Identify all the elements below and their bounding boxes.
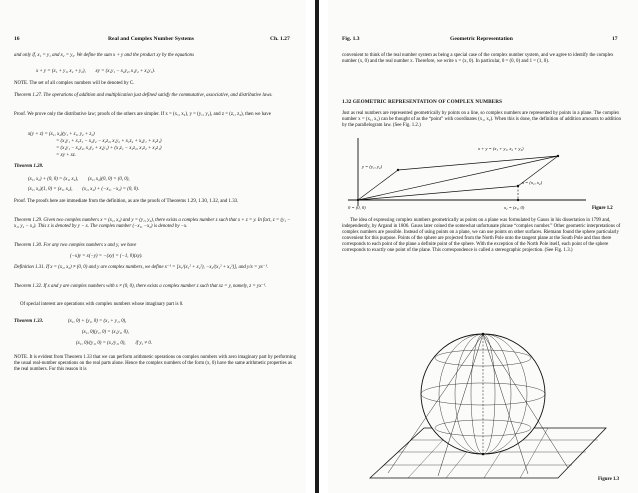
equation-distributive-3: = (x₁y₁ − x₂y₂, x₁y₂ + x₂y₁) + (x₁z₁ − x₂z₂, x₁z₂ + x₂z₁) xyxy=(56,146,162,151)
theorem-1-30: Theorem 1.30. For any two complex numbers x and y, we have xyxy=(14,243,137,248)
figure-1-2 xyxy=(338,134,638,214)
gutter-shadow xyxy=(315,0,319,493)
theorem-1-27: Theorem 1.27. The operations of addition and multiplication just defined satisfy the commutative, associative, and distributive laws. xyxy=(14,93,273,98)
figure-1-3-caption: Figure 1.3 xyxy=(598,477,620,482)
south-pole-point xyxy=(482,453,485,456)
note-theorem-1-33: NOTE. It is evident from Theorem 1.33 that we can perform arithmetic operations on complex numbers with zero imaginary part by performing the usual real-number operations on the real parts alone. Hence the complex numbers of the form (x, 0) have the same arithmetic properties as the real numbers. For this reason it is xyxy=(14,355,296,373)
equation-1-33-c: (x₁, 0)/(y₁, 0) = (x₁/y₁, 0), if y₁ ≠ 0. xyxy=(76,341,153,346)
equation-distributive-1: x(y + z) = (x₁, x₂)(y₁ + z₁, y₂ + z₂) xyxy=(28,132,95,137)
vector-x xyxy=(358,186,518,200)
equation-distributive-2: = (x₁y₁ + x₁z₁ − x₂y₂ − x₂z₂, x₁y₂ + x₁z₂ + x₂y₁ + x₂z₁) xyxy=(56,139,162,144)
proof-1-27: Proof. We prove only the distributive law; proofs of the others are simpler. If x = (x₁, x₂), y = (y₁, y₂), and z = (z₁, z₂), then we have xyxy=(14,112,271,117)
equation-1-28-a: (x₁, x₂) + (0, 0) = (x₁, x₂), (x₁, x₂)(0, 0) = (0, 0), xyxy=(28,177,130,182)
paragraph-real-as-complex: convenient to think of the real number system as being a special case of the complex number system, and we agree to identify the complex number (x, 0) and the real number x. Therefore, we write x = (x, 0). In particular, 0 = (0, 0) and 1 = (1, 0). xyxy=(342,53,614,65)
section-heading: 1.32 GEOMETRIC REPRESENTATION OF COMPLEX NUMBERS xyxy=(342,99,503,105)
figure-ref-header: Fig. 1.3 xyxy=(342,36,360,42)
definition-1-31: Definition 1.31. If x = (x₁, x₂) ≠ (0, 0) and y are complex numbers, we define x⁻¹ = [x₁/(x₁² + x₂²), −x₂/(x₁² + x₂²)], and y/x = yx⁻¹. xyxy=(14,265,269,270)
label-x: x = (x₁, x₂) xyxy=(522,180,543,185)
point-sum xyxy=(557,155,559,157)
theorem-1-32: Theorem 1.32. If x and y are complex numbers with x ≠ (0, 0), there exists a complex number z such that xz = y, namely, z = yx⁻¹. xyxy=(14,284,267,289)
point-x1 xyxy=(517,199,519,201)
note-complex-set: NOTE. The set of all complex numbers will be denoted by C. xyxy=(14,81,135,86)
point-origin xyxy=(357,199,359,201)
label-y: y = (y₁, y₂) xyxy=(362,164,383,169)
chapter-ref: Ch. 1.27 xyxy=(270,36,290,42)
page-number-left: 16 xyxy=(14,36,20,42)
parallelogram-side-1 xyxy=(398,156,558,170)
figure-1-3 xyxy=(368,328,608,488)
equation-1-30: (−x)y = x(−y) = −(xy) = (−1, 0)(xy). xyxy=(70,254,143,259)
running-head-left: Real and Complex Number Systems xyxy=(108,36,194,42)
equation-1-33-b: (x₁, 0)(y₁, 0) = (x₁y₁, 0), xyxy=(82,330,129,335)
equation-1-28-b: (x₁, x₂)(1, 0) = (x₁, x₂), (x₁, x₂) + (−x₁, −x₂) = (0, 0). xyxy=(28,187,140,192)
equation-1-33-a: (x₁, 0) + (y₁, 0) = (x₁ + y₁, 0), xyxy=(68,319,127,324)
proof-1-28: Proof. The proofs here are immediate from the definition, as are the proofs of Theorems 1.29, 1.30, 1.32, and 1.33. xyxy=(14,199,239,204)
label-origin: 0 = (0, 0) xyxy=(348,205,366,210)
point-x xyxy=(517,185,519,187)
point-y xyxy=(397,169,399,171)
figure-1-2-caption: Figure 1.2 xyxy=(592,206,613,211)
label-sum: x + y = (x₁ + y₁, x₂ + y₂) xyxy=(478,146,524,151)
north-pole-point xyxy=(482,333,485,336)
paragraph-gauss-riemann: The idea of expressing complex numbers geometrically as points on a plane was formulated by Gauss in his dissertation in 1799 and, independently, by Argand in 1806. Gauss later coined the somewhat unfortunate phrase “complex number.” Other geometric interpretations of complex numbers are possible. Instead of using points on a plane, we can use points on other surfaces. Riemann found the sphere particularly convenient for this purpose. Points of the sphere are projected from the North Pole onto the tangent plane at the South Pole and thus there corresponds to each point of the plane a definite point of the sphere. With the exception of the North Pole itself, each point of the sphere corresponds to exactly one point of the plane. This correspondence is called a stereographic projection. (See Fig. 1.3.) xyxy=(342,218,621,254)
theorem-1-28-heading: Theorem 1.28. xyxy=(14,164,44,169)
equation-sum-product: x + y = (x₁ + y₁, x₂ + y₂), xy = (x₁y₁ − x₂y₂, x₁y₂ + x₂y₁). xyxy=(36,69,155,74)
book-gutter xyxy=(306,0,328,493)
text-line-0: and only if, x₁ = y₁ and x₂ = y₂. We define the sum x + y and the product xy by the equations xyxy=(14,53,194,58)
label-x1: x₁ = (x₁, 0) xyxy=(504,205,525,210)
left-page xyxy=(0,0,306,493)
paragraph-geometric: Just as real numbers are represented geometrically by points on a line, so complex numbers are represented by points in a plane. The complex number x = (x₁, x₂) can be thought of as the “point” with coordinates (x₁, x₂). When this is done, the definition of addition amounts to addition by the parallelogram law. (See Fig. 1.2.) xyxy=(342,111,621,129)
equation-distributive-4: = xy + xz. xyxy=(56,153,76,158)
running-head-right: Geometric Representation xyxy=(450,36,513,42)
theorem-1-29: Theorem 1.29. Given two complex numbers x = (x₁, x₂) and y = (y₁, y₂), there exists a complex number z such that x + z = y. In fact, z = (y₁ − x₁, y₂ − x₂). This z is denoted by y − x. The complex number (−x₁, −x₂) is denoted by −x. xyxy=(14,218,291,230)
special-interest-text: Of special interest are operations with complex numbers whose imaginary part is 0. xyxy=(20,302,184,307)
right-page xyxy=(328,0,638,493)
vector-sum xyxy=(358,156,558,200)
page-number-right: 17 xyxy=(612,36,618,42)
theorem-1-33-heading: Theorem 1.33. xyxy=(14,319,44,324)
